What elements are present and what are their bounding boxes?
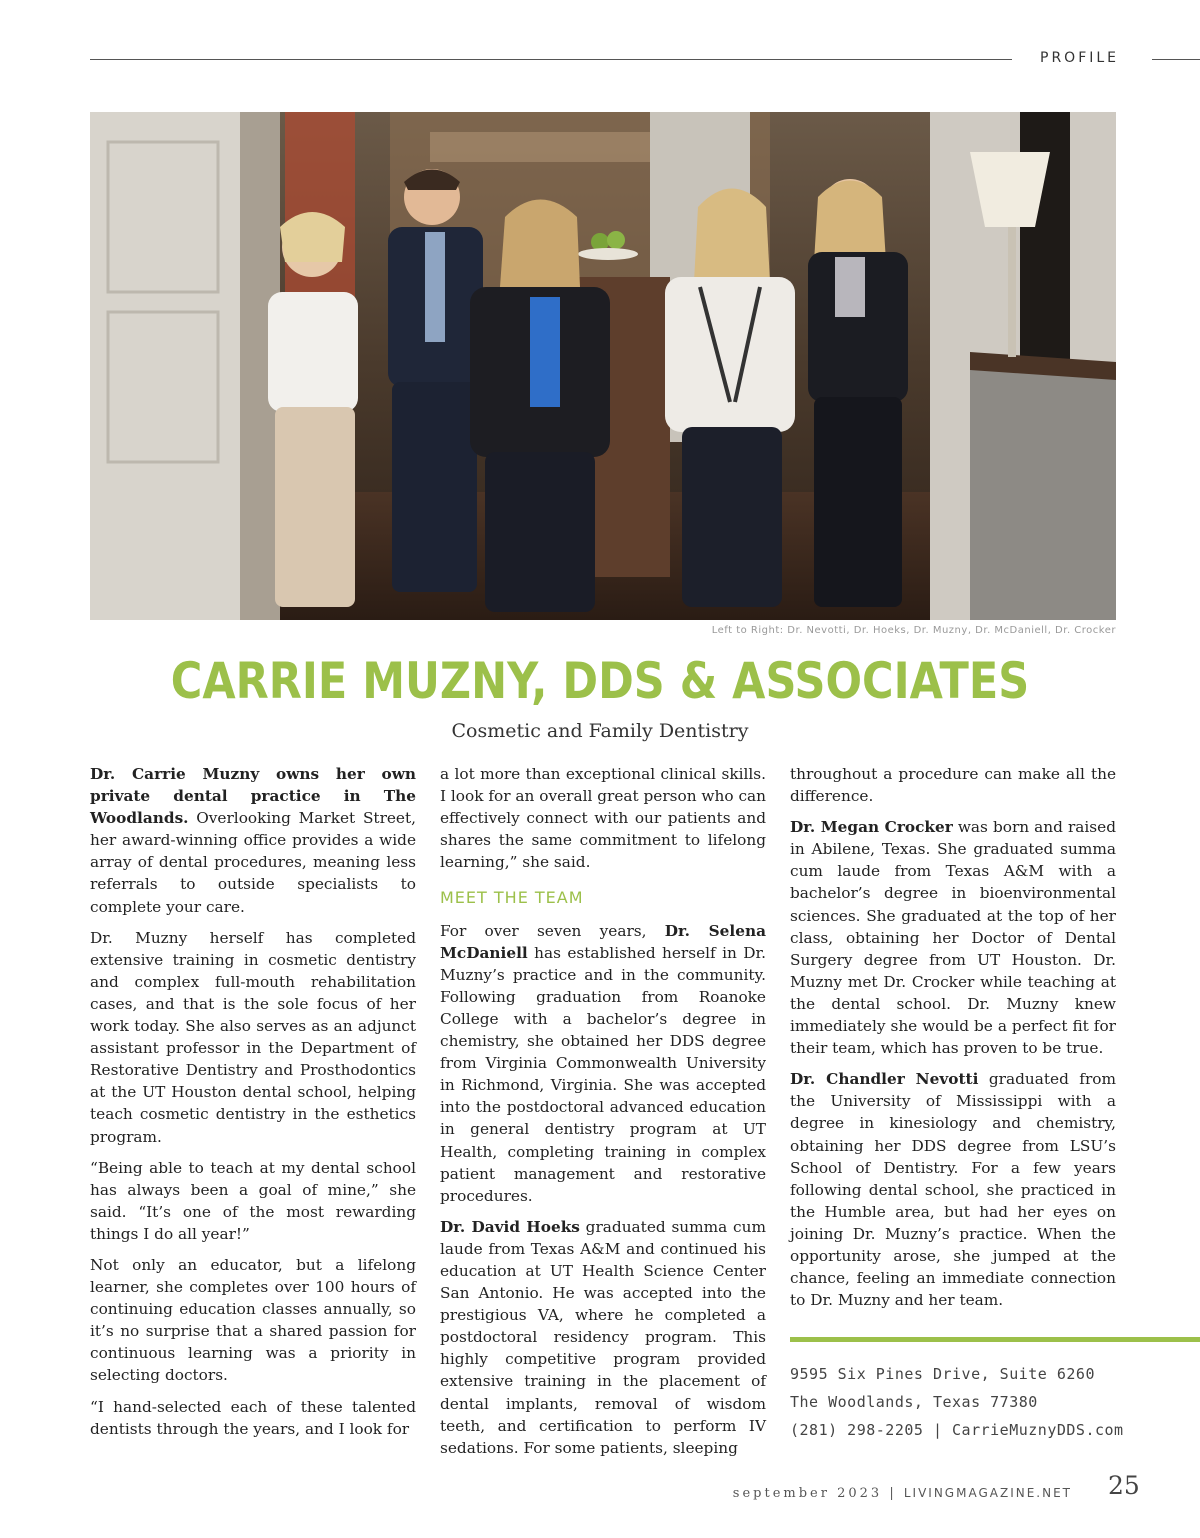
- paragraph: Not only an educator, but a lifelong learner, she completes over 100 hours of continuing education classes annually, so it’s no surprise that a shared passion for continuous learning was a priority in selecting doctors.: [90, 1255, 416, 1385]
- address-line-1: 9595 Six Pines Drive, Suite 6260: [790, 1365, 1095, 1383]
- paragraph: Dr. Muzny herself has completed extensive training in cosmetic dentistry and complex full-mouth rehabilitation cases, and that is the sole focus of her work today. She also serves as an adjunct assistant professor in the Department of Restorative Dentistry and Prosthodontics at the UT Houston dental school, helping teach cosmetic dentistry in the esthetics program.: [90, 928, 416, 1146]
- header-rule-left: [90, 59, 1012, 60]
- photo-caption: Left to Right: Dr. Nevotti, Dr. Hoeks, Dr. Muzny, Dr. McDaniell, Dr. Crocker: [711, 625, 1116, 636]
- website-link[interactable]: CarrieMuznyDDS.com: [952, 1421, 1124, 1439]
- paragraph: Dr. Megan Crocker was born and raised in Abilene, Texas. She graduated summa cum laude from Texas A&M with a bachelor’s degree in bioenvironmental sciences. She graduated at the top of her class, obtaining her Doctor of Dental Surgery degree from UT Houston. Dr. Muzny met Dr. Crocker while teaching at the dental school. Dr. Muzny knew immediately she would be a perfect fit for their team, which has proven to be true.: [790, 818, 1116, 1058]
- page-number: 25: [1108, 1471, 1140, 1500]
- paragraph: Dr. Chandler Nevotti graduated from the University of Mississippi with a degree in kinesiology and chemistry, obtaining her DDS degree from LSU’s School of Dentistry. For a few years following dental school, she practiced in the Humble area, but had her eyes on joining Dr. Muzny’s practice. When the opportunity arose, she jumped at the chance, feeling an immediate connection to Dr. Muzny and her team.: [790, 1070, 1116, 1310]
- doctor-name: Dr. David Hoeks: [440, 1217, 580, 1236]
- header-rule-right: [1152, 59, 1200, 60]
- column-2: [440, 763, 766, 1468]
- article-subtitle: Cosmetic and Family Dentistry: [451, 720, 749, 742]
- doctor-name: Dr. Chandler Nevotti: [790, 1070, 979, 1089]
- address-line-2: The Woodlands, Texas 77380: [790, 1393, 1038, 1411]
- team-photo: [90, 112, 1116, 620]
- footer: september 2023 | LIVINGMAGAZINE.NET: [732, 1486, 1072, 1501]
- column-3: [790, 763, 1116, 1320]
- paragraph: Dr. David Hoeks graduated summa cum laude from Texas A&M and continued his education at UT Health Science Center San Antonio. He was accepted into the prestigious VA, where he completed a postdoctoral residency program. This highly competitive program provided extensive training in the placement of dental implants, removal of wisdom teeth, and certification to perform IV sedations. For some patients, sleeping: [440, 1217, 766, 1457]
- paragraph: Dr. Carrie Muzny owns her own private dental practice in The Woodlands. Overlooking Market Street, her award-winning office provides a wide array of dental procedures, meaning less referrals to outside specialists to complete your care.: [90, 765, 416, 916]
- column-1: [90, 763, 416, 1449]
- phone-website-line: (281) 298-2205 | CarrieMuznyDDS.com: [790, 1421, 1124, 1439]
- footer-site: LIVINGMAGAZINE.NET: [903, 1486, 1072, 1500]
- paragraph: a lot more than exceptional clinical skills. I look for an overall great person who can effectively connect with our patients and shares the same commitment to lifelong learning,” she said.: [440, 765, 766, 872]
- section-heading: MEET THE TEAM: [440, 888, 584, 908]
- lead-in-bold: Dr. Carrie Muzny owns her own private dental practice in The Woodlands.: [90, 765, 416, 828]
- contact-accent-bar: [790, 1337, 1200, 1342]
- article-title: CARRIE MUZNY, DDS & ASSOCIATES: [170, 652, 1030, 710]
- paragraph: For over seven years, Dr. Selena McDaniell has established herself in Dr. Muzny’s practice and in the community. Following graduation from Roanoke College with a bachelor’s degree in chemistry, she obtained her DDS degree from Virginia Commonwealth University in Richmond, Virginia. She was accepted into the postdoctoral advanced education in general dentistry program at UT Health, completing training in complex patient management and restorative procedures.: [440, 921, 766, 1205]
- paragraph: “Being able to teach at my dental school has always been a goal of mine,” she said. “It’s one of the most rewarding things I do all year!”: [90, 1158, 416, 1243]
- paragraph: throughout a procedure can make all the difference.: [790, 765, 1116, 806]
- section-label: PROFILE: [1040, 50, 1120, 66]
- phone: (281) 298-2205: [790, 1421, 924, 1439]
- paragraph: “I hand-selected each of these talented dentists through the years, and I look for: [90, 1397, 416, 1438]
- issue-date: september 2023: [732, 1486, 883, 1501]
- contact-block: [790, 1360, 1124, 1444]
- doctor-name: Dr. Megan Crocker: [790, 818, 953, 837]
- doctor-name: Dr. Selena McDaniell: [440, 921, 766, 962]
